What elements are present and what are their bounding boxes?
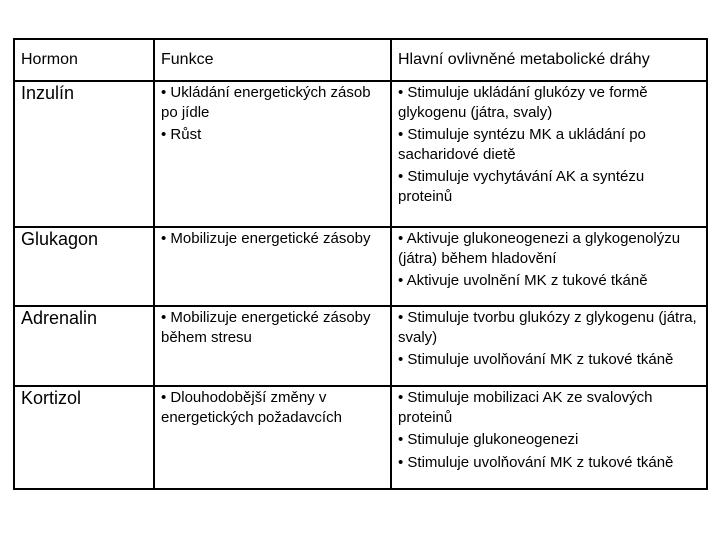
pathways-cell <box>391 81 707 227</box>
pathway-item: • Stimuluje tvorbu glukózy z glykogenu (játra, svaly) <box>398 309 697 346</box>
function-cell <box>154 227 391 306</box>
pathways-cell <box>391 306 707 386</box>
header-pathways: Hlavní ovlivněné metabolické dráhy <box>391 39 707 81</box>
pathways-cell <box>391 227 707 306</box>
header-row <box>14 39 707 81</box>
function-item: • Dlouhodobější změny v energetických požadavcích <box>161 389 342 426</box>
table-row <box>14 306 707 386</box>
function-item: • Mobilizuje energetické zásoby během stresu <box>161 309 371 346</box>
pathway-item: • Stimuluje syntézu MK a ukládání po sacharidové dietě <box>398 126 646 163</box>
function-item: • Růst <box>161 126 202 144</box>
header-hormone: Hormon <box>14 39 154 81</box>
hormone-table <box>13 38 708 490</box>
hormone-name: Inzulín <box>14 81 154 227</box>
hormone-name: Kortizol <box>14 386 154 489</box>
hormone-name: Adrenalin <box>14 306 154 386</box>
pathway-item: • Stimuluje glukoneogenezi <box>398 431 579 449</box>
header-function: Funkce <box>154 39 391 81</box>
function-cell <box>154 306 391 386</box>
pathway-item: • Stimuluje uvolňování MK z tukové tkáně <box>398 351 674 369</box>
function-item: • Mobilizuje energetické zásoby <box>161 230 371 247</box>
pathway-item: • Stimuluje uvolňování MK z tukové tkáně <box>398 453 674 471</box>
function-cell <box>154 81 391 227</box>
hormone-name: Glukagon <box>14 227 154 306</box>
function-cell <box>154 386 391 489</box>
table-row <box>14 81 707 227</box>
pathway-item: • Stimuluje mobilizaci AK ze svalových proteinů <box>398 389 653 426</box>
function-item: • Ukládání energetických zásob po jídle <box>161 84 371 121</box>
table-row <box>14 227 707 306</box>
pathway-item: • Stimuluje ukládání glukózy ve formě glykogenu (játra, svaly) <box>398 84 648 121</box>
table-row <box>14 386 707 489</box>
pathway-item: • Stimuluje vychytávání AK a syntézu proteinů <box>398 168 645 205</box>
pathways-cell <box>391 386 707 489</box>
pathway-item: • Aktivuje glukoneogenezi a glykogenolýzu (játra) během hladovění <box>398 230 681 267</box>
pathway-item: • Aktivuje uvolnění MK z tukové tkáně <box>398 272 648 290</box>
